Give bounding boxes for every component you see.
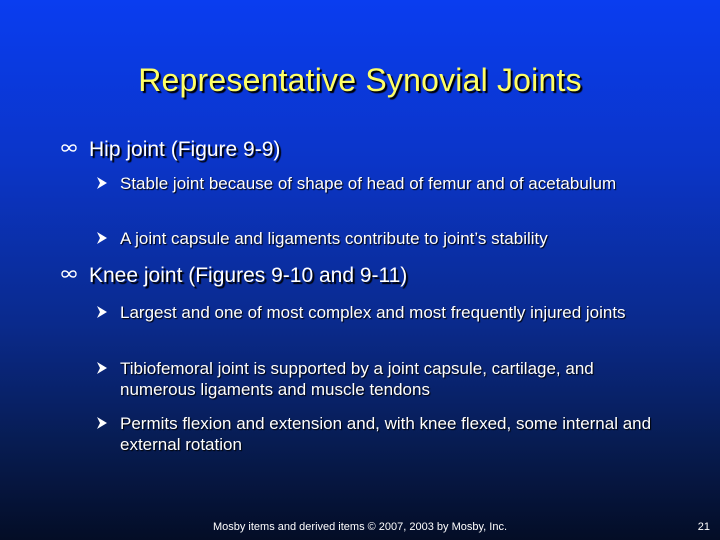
section-heading-text: Hip joint (Figure 9-9) bbox=[89, 138, 281, 161]
infinity-icon bbox=[60, 267, 78, 281]
list-item-text: Largest and one of most complex and most frequently injured joints bbox=[120, 303, 626, 322]
list-item-text: Permits flexion and extension and, with knee flexed, some internal and external rotation bbox=[120, 414, 652, 454]
arrowhead-icon bbox=[96, 231, 108, 245]
copyright-footer: Mosby items and derived items © 2007, 2003 by Mosby, Inc. bbox=[212, 521, 508, 533]
arrowhead-icon bbox=[96, 176, 108, 190]
list-item bbox=[96, 358, 666, 400]
slide-title: Representative Synovial Joints bbox=[138, 62, 582, 98]
arrowhead-icon bbox=[96, 361, 108, 375]
section-heading-text: Knee joint (Figures 9-10 and 9-11) bbox=[89, 264, 408, 287]
list-item bbox=[96, 228, 666, 249]
list-item-text: A joint capsule and ligaments contribute to joint’s stability bbox=[120, 229, 548, 248]
page-number: 21 bbox=[697, 521, 710, 533]
arrowhead-icon bbox=[96, 305, 108, 319]
section-heading-hip bbox=[60, 137, 680, 162]
list-item bbox=[96, 302, 666, 323]
arrowhead-icon bbox=[96, 416, 108, 430]
list-item bbox=[96, 413, 666, 455]
section-heading-knee bbox=[60, 263, 680, 288]
list-item-text: Stable joint because of shape of head of femur and of acetabulum bbox=[120, 174, 617, 193]
infinity-icon bbox=[60, 141, 78, 155]
list-item-text: Tibiofemoral joint is supported by a joint capsule, cartilage, and numerous ligaments and muscle tendons bbox=[120, 359, 594, 399]
list-item bbox=[96, 173, 666, 194]
